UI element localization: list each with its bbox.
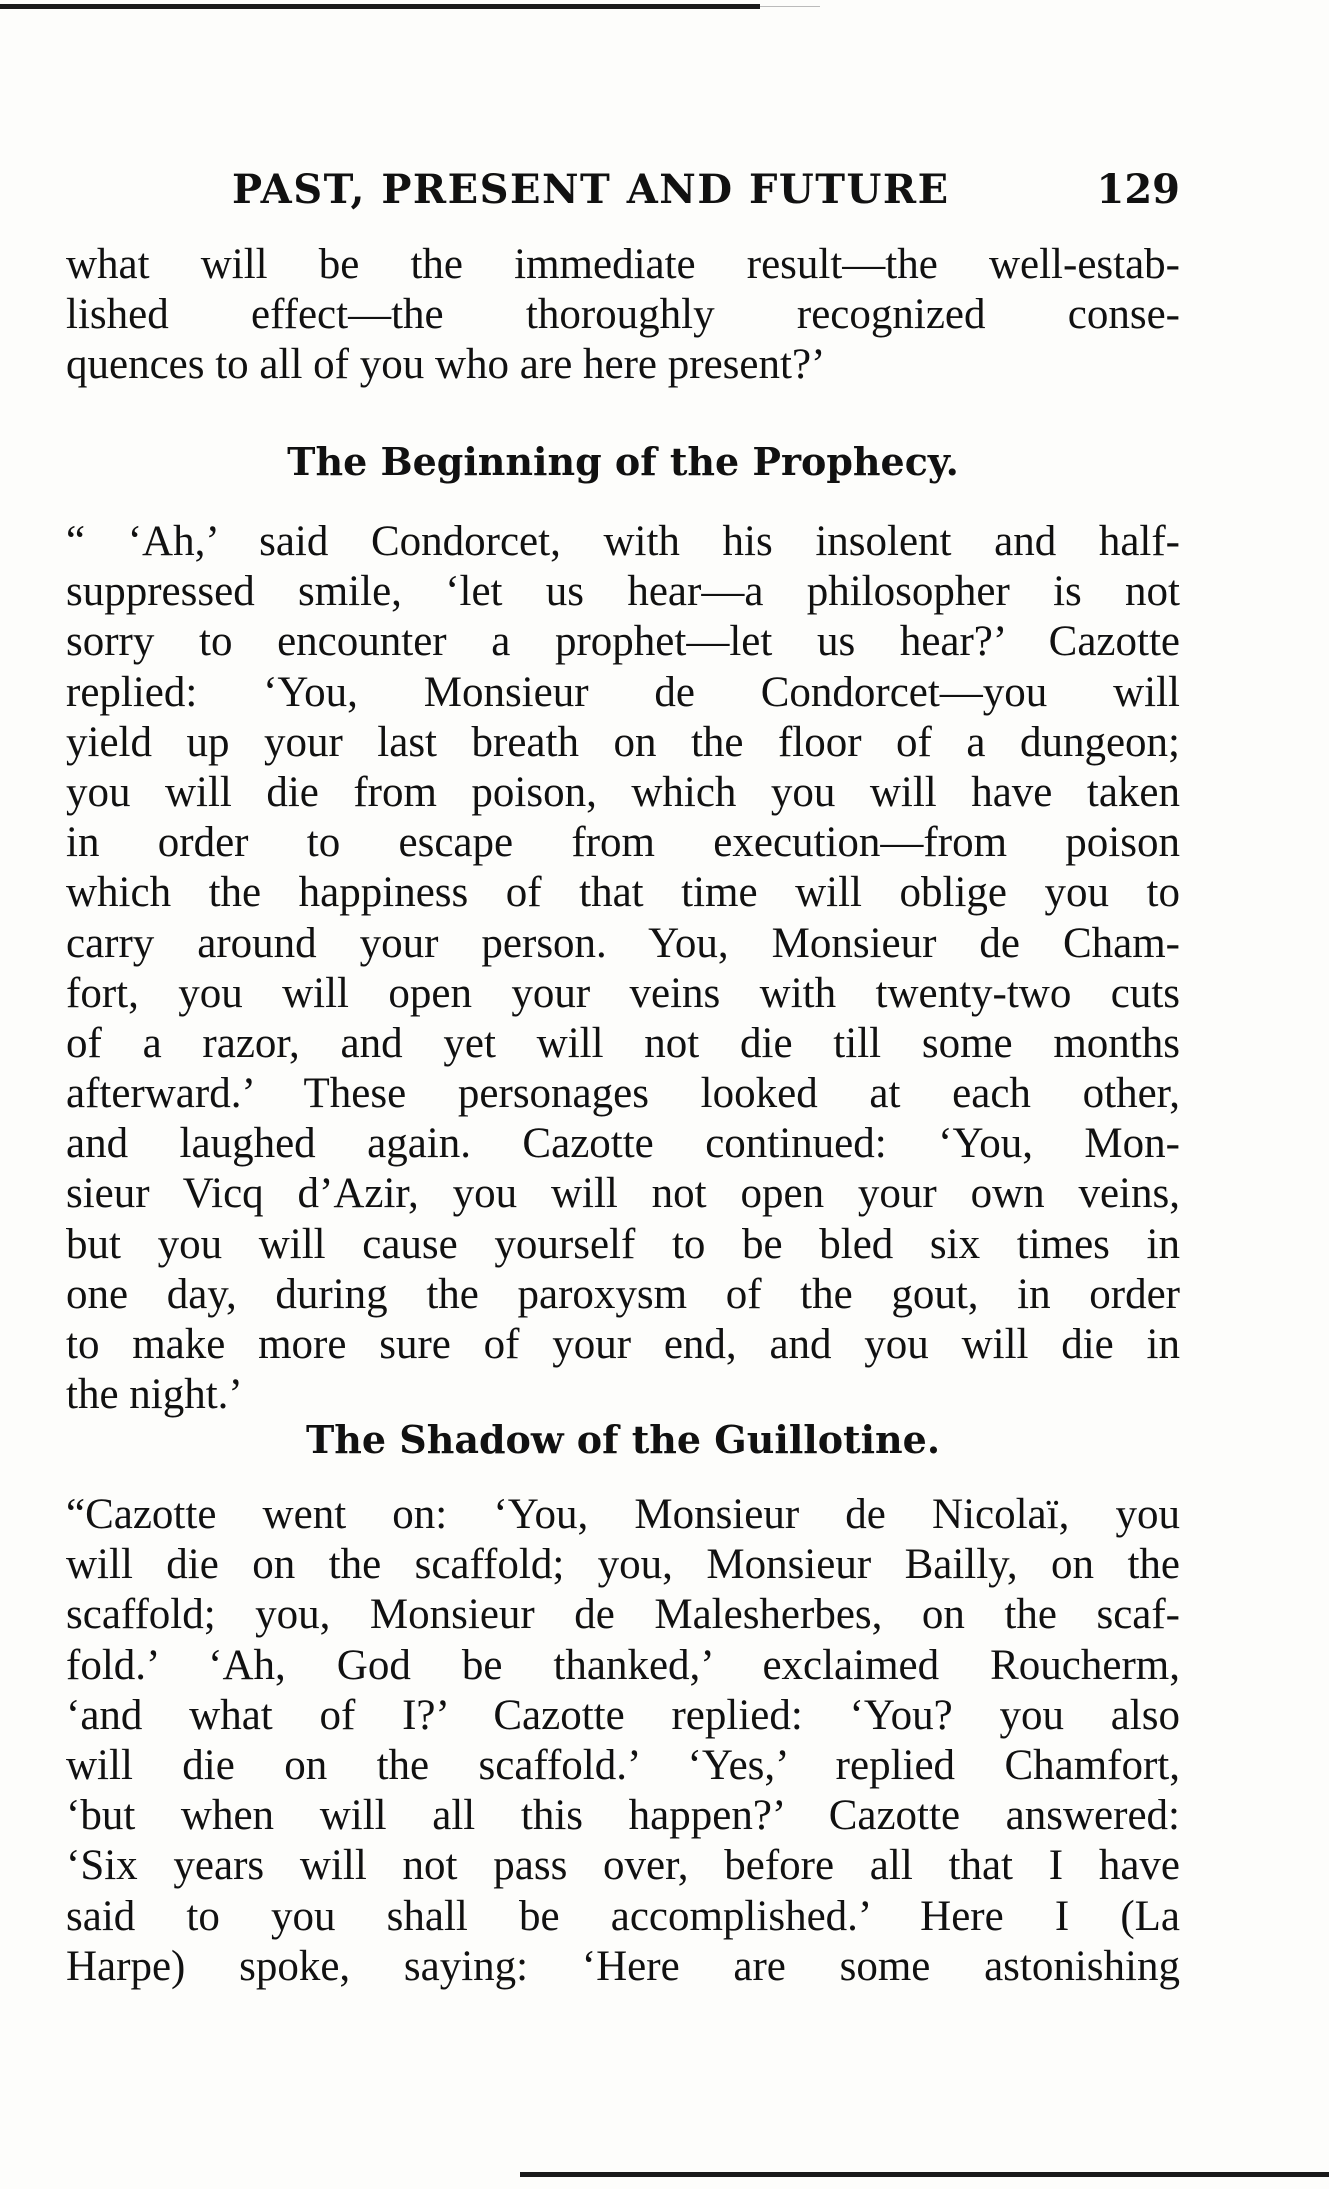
text-line: and laughed again. Cazotte continued: ‘You, Mon- [66, 1120, 1180, 1168]
text-line: which the happiness of that time will oblige you to [66, 869, 1180, 917]
bottom-edge-rule [520, 2172, 1329, 2177]
section-heading-prophecy: The Beginning of the Prophecy. [287, 439, 959, 484]
text-line: sieur Vicq d’Azir, you will not open your own veins, [66, 1170, 1180, 1218]
text-line: sorry to encounter a prophet—let us hear?’ Cazotte [66, 618, 1180, 666]
text-line: of a razor, and yet will not die till some months [66, 1019, 1180, 1067]
text-line: carry around your person. You, Monsieur de Cham- [66, 919, 1180, 967]
text-line: scaffold; you, Monsieur de Malesherbes, on the scaf- [66, 1591, 1180, 1639]
text-line: you will die from poison, which you will have taken [66, 768, 1180, 816]
text-line: afterward.’ These personages looked at each other, [66, 1070, 1180, 1118]
text-line: suppressed smile, ‘let us hear—a philosopher is not [66, 568, 1180, 616]
text-line: ‘but when will all this happen?’ Cazotte answered: [66, 1792, 1180, 1840]
section-heading-guillotine: The Shadow of the Guillotine. [305, 1417, 941, 1462]
text-line: yield up your last breath on the floor of a dungeon; [66, 718, 1180, 766]
paragraph-continued [66, 240, 1180, 391]
text-line: quences to all of you who are here present?’ [66, 341, 826, 389]
text-line: what will be the immediate result—the well-estab- [66, 241, 1180, 288]
text-line: lished effect—the thoroughly recognized conse- [66, 291, 1180, 339]
text-line: said to you shall be accomplished.’ Here I (La [66, 1892, 1180, 1940]
text-line: “Cazotte went on: ‘You, Monsieur de Nicolaï, you [66, 1491, 1180, 1538]
text-line: to make more sure of your end, and you will die in [66, 1321, 1180, 1368]
page-number: 129 [1096, 166, 1180, 213]
running-head [66, 162, 1180, 218]
text-line: Harpe) spoke, saying: ‘Here are some astonishing [66, 1942, 1180, 1990]
text-line: but you will cause yourself to be bled six times in [66, 1220, 1180, 1268]
text-line: fort, you will open your veins with twenty-two cuts [66, 969, 1180, 1017]
text-line: ‘Six years will not pass over, before all that I have [66, 1842, 1180, 1890]
text-line: will die on the scaffold; you, Monsieur Bailly, on the [66, 1541, 1180, 1589]
text-line: fold.’ ‘Ah, God be thanked,’ exclaimed Roucherm, [66, 1641, 1180, 1689]
text-line: “ ‘Ah,’ said Condorcet, with his insolent and half- [66, 518, 1180, 565]
paragraph-prophecy [66, 517, 1180, 1420]
text-line: the night.’ [66, 1371, 243, 1419]
text-line: one day, during the paroxysm of the gout, in order [66, 1270, 1180, 1318]
text-line: ‘and what of I?’ Cazotte replied: ‘You? you also [66, 1691, 1180, 1739]
running-title: PAST, PRESENT AND FUTURE [232, 166, 950, 213]
text-line: in order to escape from execution—from poison [66, 819, 1180, 867]
top-edge-rule-fade [760, 6, 820, 7]
text-line: will die on the scaffold.’ ‘Yes,’ replied Chamfort, [66, 1741, 1180, 1789]
text-line: replied: ‘You, Monsieur de Condorcet—you will [66, 668, 1180, 716]
top-edge-rule [0, 4, 760, 9]
paragraph-guillotine [66, 1490, 1180, 1992]
